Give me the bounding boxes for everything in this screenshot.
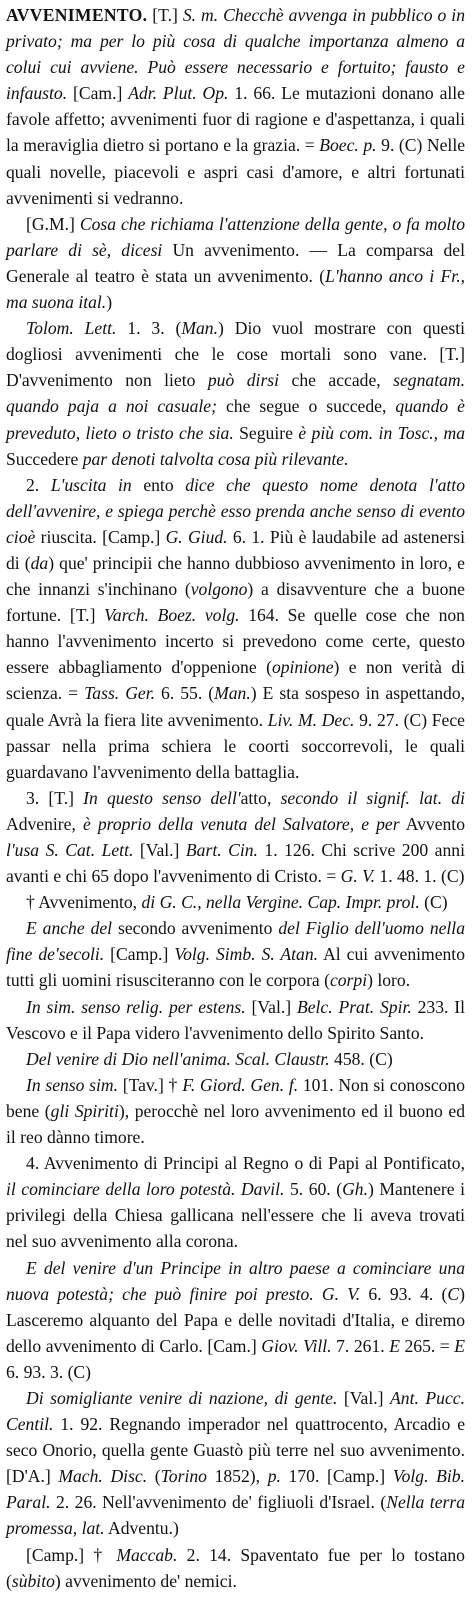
text-run: ento: [131, 474, 186, 495]
text-run: 6. 93. 3. (C): [6, 1361, 92, 1382]
italic-run: volgono: [190, 579, 248, 600]
italic-run: Ant. Pucc. Centil.: [6, 1387, 465, 1435]
italic-run: opinione: [271, 657, 334, 678]
text-run: [Val.]: [133, 840, 186, 860]
text-run: Succedere: [6, 448, 83, 469]
italic-run: il cominciare della loro potestà. Davil.: [6, 1179, 285, 1200]
italic-run: Boec. p.: [319, 135, 377, 156]
italic-run: L'uscita in: [50, 474, 132, 495]
italic-run: Liv. M. Dec.: [267, 709, 355, 730]
text-run: 6. 1. Più è laudabile ad astenersi di (: [6, 526, 465, 573]
text-run: atto,: [240, 787, 281, 808]
text-run: Advenire,: [6, 813, 83, 834]
italic-run: Giov. Vill.: [261, 1335, 332, 1356]
text-run: 7. 261.: [331, 1335, 390, 1356]
text-run: ), perocchè nel loro avvenimento ed il buono ed il reo dànno timore.: [6, 1100, 466, 1148]
text-run: 2. 14. Spaventato fue per lo tostano (: [6, 1544, 465, 1591]
italic-run: di G. C., nella Vergine. Cap. Impr. prol.: [141, 892, 420, 913]
italic-run: Belc. Prat. Spir.: [296, 996, 412, 1017]
italic-run: Mach. Disc.: [58, 1466, 148, 1487]
italic-run: del Figlio dell'uomo nella fine de'secoli.: [6, 918, 465, 965]
italic-run: Adr. Plut. Op.: [128, 83, 229, 104]
italic-run: Volg. Simb. S. Atan.: [174, 944, 319, 965]
entry-paragraph: [6, 2, 465, 211]
text-run: [Tav.] †: [118, 1074, 183, 1095]
italic-run: Man.: [214, 683, 251, 704]
entry-paragraph: [6, 994, 465, 1046]
text-run: ) Mantenere i privilegi della Chiesa gallicana nell'essere che li aveva trovati nel suo avvenimento alla corona.: [6, 1179, 465, 1252]
text-run: 1. 92. Regnando imperador nel quattrocento, Arcadio e seco Onorio, quella gente Guastò più terre nel suo avvenimento. [D'A.]: [6, 1414, 465, 1487]
entry-paragraph: [6, 1046, 465, 1072]
text-run: che accade,: [279, 370, 394, 391]
text-run: 265. =: [399, 1335, 455, 1356]
italic-run: gli Spiriti: [50, 1100, 119, 1121]
italic-run: Varch. Boez. volg.: [104, 605, 240, 626]
text-run: [Val.]: [245, 996, 297, 1017]
text-run: 9. 27. (C) Fece passar nella prima schiera le coorti soccorrevoli, le quali guardavano l'avvenimento della battaglia.: [6, 709, 465, 782]
text-run: 1. 66. Le mutazioni donano alle favole affetto; avvenimenti fuor di ragione e d'aspettanza, i quali la meraviglia dietro si portano e la grazia. =: [6, 83, 465, 156]
text-run: [Camp.]: [104, 944, 175, 965]
headword: AVVENIMENTO.: [6, 5, 148, 25]
italic-run: Tolom. Lett.: [26, 318, 117, 339]
entry-paragraph: [6, 1542, 465, 1594]
italic-run: par denoti talvolta cosa più rilevante.: [82, 448, 349, 469]
text-run: 1. 3. (: [116, 318, 182, 339]
entry-paragraph: [6, 1150, 465, 1254]
text-run: 2. 26. Nell'avvenimento de' figliuoli d'Israel. (: [50, 1492, 387, 1513]
italic-run: C: [447, 1283, 460, 1304]
text-run: [Val.]: [337, 1387, 391, 1408]
italic-run: può dirsi: [207, 370, 280, 391]
text-run: Adventu.): [104, 1518, 179, 1539]
text-run: ) Dio vuol mostrare con questi dogliosi avvenimenti che le cose mortali sono vane. [T.] D'avvenimento non lieto: [6, 318, 465, 391]
text-run: 170. [Camp.]: [280, 1466, 393, 1487]
italic-run: Cosa che richiama l'attenzione della gente, o fa molto parlare di sè, dicesi: [6, 213, 465, 260]
text-run: 2.: [26, 474, 51, 495]
italic-run: secondo il signif. lat. di: [280, 787, 465, 808]
italic-run: In questo senso dell': [83, 787, 241, 808]
italic-run: E: [454, 1335, 466, 1356]
italic-run: S. m. Checchè avvenga in pubblico o in privato; ma per lo più cosa di qualche importanza almeno a colui cui avviene. Può essere necessario e fortuito; fausto e infausto.: [6, 5, 465, 104]
text-run: Seguire: [233, 422, 299, 443]
italic-run: Di somigliante venire di nazione, di gente.: [26, 1387, 338, 1408]
entry-paragraph: [6, 472, 465, 785]
text-run: ) loro.: [367, 970, 411, 991]
text-run: ) avvenimento de' nemici.: [54, 1570, 237, 1591]
text-run: ) que' principii che hanno dubbioso avvenimento in loro, e che innanzi s'inchinano (: [6, 552, 465, 600]
text-run: 1. 48. 1. (C): [375, 866, 465, 887]
text-run: 5. 60. (: [284, 1179, 343, 1200]
text-run: ) E sta sospeso in aspettando, quale Avrà la fiera lite avvenimento.: [6, 683, 466, 730]
entry-paragraph: [6, 1072, 465, 1150]
text-run: Un avvenimento. — La comparsa del Generale al teatro è stata un avvenimento. (: [6, 239, 465, 286]
text-run: [T.]: [147, 5, 183, 25]
italic-run: Tass. Ger.: [84, 683, 156, 704]
entry-paragraph: [6, 915, 465, 993]
italic-run: F. Giord. Gen. f.: [182, 1074, 299, 1095]
text-run: † Avvenimento,: [26, 892, 142, 913]
text-run: 6. 93. 4. (: [360, 1283, 448, 1304]
italic-run: G. V.: [340, 866, 375, 887]
text-run: [Camp.] †: [26, 1544, 117, 1565]
text-run: Avvento: [399, 813, 465, 834]
entry-paragraph: [6, 211, 465, 315]
text-run: 3. [T.]: [26, 787, 84, 808]
italic-run: Torino: [160, 1466, 207, 1487]
text-run: 101. Non si conoscono bene (: [6, 1074, 466, 1121]
italic-run: l'usa S. Cat. Lett.: [6, 840, 134, 860]
italic-run: Maccab.: [116, 1544, 178, 1565]
italic-run: In sim. senso relig. per estens.: [26, 996, 246, 1017]
text-run: che segue o succede,: [216, 396, 396, 417]
italic-run: Man.: [181, 318, 219, 339]
entry-paragraph: [6, 315, 465, 472]
text-run: [Cam.]: [67, 83, 129, 104]
text-run: 1. 126. Chi scrive 200 anni avanti e chi 65 dopo l'avvenimento di Cristo. =: [6, 840, 465, 887]
entry-paragraph: [6, 785, 465, 889]
entry-paragraph: [6, 889, 465, 915]
text-run: 6. 55. (: [155, 683, 215, 704]
text-run: (: [147, 1466, 161, 1487]
italic-run: quando è preveduto, lieto o tristo che sia.: [6, 396, 465, 443]
italic-run: è proprio della venuta del Salvatore, e per: [82, 813, 400, 834]
italic-run: Nella terra promessa, lat.: [6, 1492, 465, 1539]
entry-paragraph: [6, 1385, 465, 1542]
text-run: 1852),: [206, 1466, 268, 1487]
italic-run: E: [389, 1335, 400, 1356]
text-run: 458. (C): [329, 1048, 393, 1069]
italic-run: corpi: [329, 970, 368, 991]
text-run: 4. Avvenimento di Principi al Regno o di Papi al Pontificato,: [26, 1153, 465, 1174]
italic-run: da: [30, 552, 49, 573]
italic-run: è più com. in Tosc., ma: [298, 422, 465, 443]
text-run: 233. Il Vescovo e il Papa videro l'avvenimento dello Spirito Santo.: [6, 996, 466, 1043]
text-run: ): [106, 292, 113, 313]
text-run: [G.M.]: [26, 213, 80, 234]
dictionary-entry: [6, 2, 465, 1594]
italic-run: E anche del: [26, 918, 113, 939]
italic-run: Bart. Cin.: [185, 840, 258, 860]
text-run: ) a disavventure che a buone fortune. [T.]: [6, 579, 465, 626]
italic-run: In senso sim.: [26, 1074, 119, 1095]
entry-paragraph: [6, 1255, 465, 1385]
text-run: (C): [419, 892, 448, 913]
text-run: riuscita. [Camp.]: [35, 526, 166, 547]
italic-run: Gh.: [342, 1179, 368, 1200]
text-run: ) e non verità di scienza. =: [6, 657, 466, 704]
italic-run: p.: [267, 1466, 281, 1487]
italic-run: dice che questo nome denota l'atto dell'avvenire, e spiega perchè esso prenda anche senso di evento cioè: [6, 474, 465, 547]
italic-run: E del venire d'un Principe in altro paese a cominciare una nuova potestà; che può finire poi presto. G. V.: [6, 1257, 465, 1304]
italic-run: L'hanno anco i Fr., ma suona ital.: [6, 265, 465, 313]
italic-run: segnatam. quando paja a noi casuale;: [6, 370, 465, 417]
italic-run: Del venire di Dio nell'anima. Scal. Claustr.: [26, 1048, 330, 1069]
italic-run: G. Giud.: [165, 526, 228, 547]
italic-run: Volg. Bib. Paral.: [6, 1466, 465, 1513]
text-run: ) Lasceremo alquanto del Papa e delle novitadi d'Italia, e diremo dello avvenimento di Carlo. [Cam.]: [6, 1283, 465, 1356]
text-run: 9. (C) Nelle quali novelle, piacevoli e aspri casi d'amore, e altri fortunati avvenimenti si vedranno.: [6, 135, 466, 208]
text-run: 164. Se quelle cose che non hanno l'avvenimento incerto si prevedono come certe, questo essere abbagliamento d'oppenione (: [6, 605, 465, 678]
text-run: Al cui avvenimento tutti gli uomini risusciteranno con le corpora (: [6, 944, 465, 991]
text-run: secondo avvenimento: [112, 918, 279, 939]
italic-run: sùbito: [11, 1570, 55, 1591]
